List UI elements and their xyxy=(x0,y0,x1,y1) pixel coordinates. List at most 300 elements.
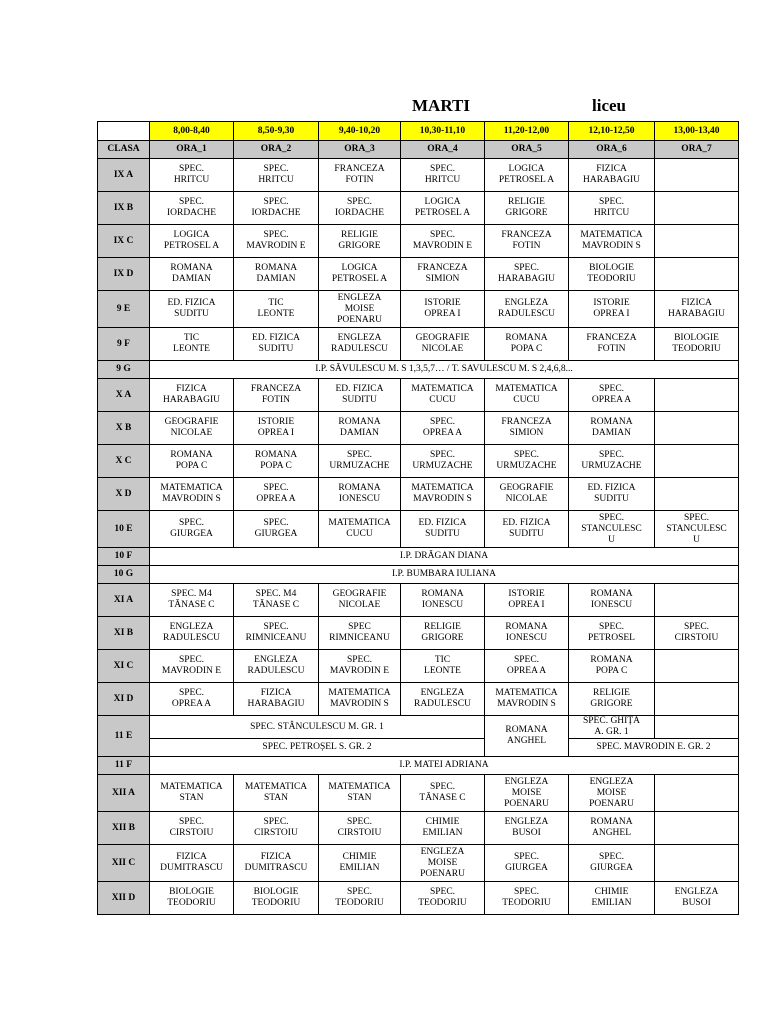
cell-line: TEODORIU xyxy=(167,898,216,908)
cell-line: SUDITU xyxy=(509,529,544,539)
cell-line: MATEMATICA xyxy=(411,483,474,493)
cell-line: SUDITU xyxy=(594,494,629,504)
lesson-cell xyxy=(485,584,569,617)
cell-line: MATEMATICA xyxy=(495,384,558,394)
lesson-cell xyxy=(655,845,739,882)
cell-line: IORDACHE xyxy=(251,208,301,218)
cell-line: LOGICA xyxy=(173,230,210,240)
cell-line: RADULESCU xyxy=(497,309,555,319)
cell-line: STANCULESC xyxy=(581,523,642,534)
cell-line: SPEC. xyxy=(346,450,373,460)
lesson-cell xyxy=(401,445,485,478)
cell-line: MATEMATICA xyxy=(580,230,643,240)
time-slot: 9,40-10,20 xyxy=(319,122,401,141)
lesson-cell xyxy=(150,882,234,915)
lesson-cell xyxy=(485,617,569,650)
cell-line: RADULESCU xyxy=(247,666,305,676)
class-row xyxy=(98,328,739,361)
cell-line: MATEMATICA xyxy=(495,688,558,698)
cell-line: HARABAGIU xyxy=(498,274,555,284)
lesson-cell xyxy=(150,291,234,328)
lesson-cell xyxy=(150,812,234,845)
cell-line: ED. FIZICA xyxy=(418,518,467,528)
cell-line: SPEC. M4 xyxy=(171,589,212,599)
lesson-cell xyxy=(569,412,655,445)
lesson-cell xyxy=(569,617,655,650)
cell-line: SPEC. xyxy=(598,384,625,394)
lesson-cell xyxy=(655,650,739,683)
class-label: 10 E xyxy=(98,511,150,548)
cell-line: CIRSTOIU xyxy=(254,828,298,838)
cell-line: OPREA I xyxy=(508,600,545,610)
cell-line: DUMITRASCU xyxy=(160,863,223,873)
lesson-cell xyxy=(319,379,401,412)
lesson-cell xyxy=(150,192,234,225)
lesson-cell xyxy=(569,812,655,845)
cell-line: ED. FIZICA xyxy=(587,483,636,493)
lesson-cell xyxy=(485,291,569,328)
cell-line: OPREA I xyxy=(424,309,461,319)
cell-line: IORDACHE xyxy=(166,208,217,218)
lesson-cell xyxy=(234,584,319,617)
cell-line: SPEC. xyxy=(513,655,540,665)
cell-line: CHIMIE xyxy=(425,817,460,827)
cell-line: ENGLEZA xyxy=(674,887,719,897)
cell-line: SPEC. xyxy=(263,518,289,528)
cell-line: HRITCU xyxy=(173,175,210,185)
lesson-cell xyxy=(401,845,485,882)
class-label: IX B xyxy=(98,192,150,225)
cell-line: GRIGORE xyxy=(505,208,548,218)
cell-line: FRANCEZA xyxy=(334,164,385,174)
lesson-cell xyxy=(569,511,655,548)
lesson-cell xyxy=(150,584,234,617)
lesson-cell xyxy=(234,291,319,328)
cell-line: ROMANA xyxy=(590,417,633,427)
cell-line: ROMANA xyxy=(590,655,633,665)
cell-line: SPEC. xyxy=(263,817,289,827)
lesson-cell xyxy=(319,584,401,617)
cell-line: PETROSEL A xyxy=(331,274,388,284)
lesson-cell xyxy=(655,478,739,511)
period-header-row xyxy=(98,141,739,159)
class-row xyxy=(98,812,739,845)
cell-line: NICOLAE xyxy=(338,600,381,610)
lesson-cell xyxy=(485,478,569,511)
lesson-cell xyxy=(569,650,655,683)
cell-line: MATEMATICA xyxy=(411,384,474,394)
class-row xyxy=(98,445,739,478)
cell-line: CIRSTOIU xyxy=(337,828,382,838)
lesson-cell xyxy=(655,328,739,361)
cell-line: ROMANA xyxy=(505,622,548,632)
lesson-cell xyxy=(401,258,485,291)
cell-line: SIMION xyxy=(425,274,460,284)
cell-line: ROMANA xyxy=(254,450,298,460)
cell-line: U xyxy=(608,534,615,545)
lesson-cell xyxy=(319,845,401,882)
cell-line: DAMIAN xyxy=(171,274,212,284)
cell-line: SPEC. xyxy=(178,197,205,207)
cell-line: NICOLAE xyxy=(421,344,464,354)
cell-line: FIZICA xyxy=(176,384,207,394)
lesson-cell xyxy=(569,328,655,361)
cell-line: TIC xyxy=(434,655,451,665)
cell-line: LEONTE xyxy=(424,666,461,676)
lesson-cell xyxy=(319,812,401,845)
cell-line: SPEC. xyxy=(263,483,289,493)
cell-line: POPA C xyxy=(260,461,292,471)
class-label: XI A xyxy=(98,584,150,617)
cell-line: RELIGIE xyxy=(341,230,378,240)
lesson-cell xyxy=(234,379,319,412)
page-title-day: MARTI xyxy=(412,96,470,115)
cell-line: STAN xyxy=(347,793,372,803)
lesson-cell xyxy=(319,478,401,511)
cell-line: POENARU xyxy=(420,868,465,879)
cell-line: OPREA A xyxy=(506,666,547,676)
cell-line: ISTORIE xyxy=(593,298,630,308)
cell-line: GRIGORE xyxy=(421,633,464,643)
cell-line: OPREA I xyxy=(257,428,295,438)
cell-line: OPREA A xyxy=(256,494,296,504)
cell-line: TIC xyxy=(183,333,200,343)
class-row xyxy=(98,650,739,683)
cell-line: BUSOI xyxy=(682,898,711,908)
period-header: ORA_5 xyxy=(485,141,569,159)
lesson-cell xyxy=(401,159,485,192)
cell-line: IONESCU xyxy=(421,600,464,610)
cell-line: TEODORIU xyxy=(502,898,551,908)
cell-line: STANCULESC xyxy=(666,523,727,534)
lesson-cell xyxy=(234,159,319,192)
lesson-cell xyxy=(234,511,319,548)
cell-line: MATEMATICA xyxy=(160,483,223,493)
class-row xyxy=(98,775,739,812)
cell-line: IONESCU xyxy=(338,494,381,504)
class-label: 11 E xyxy=(98,716,150,757)
cell-line: PETROSEL A xyxy=(414,208,471,218)
cell-line: EMILIAN xyxy=(591,898,632,908)
lesson-cell xyxy=(655,412,739,445)
lesson-cell xyxy=(655,775,739,812)
cell-line: SPEC. xyxy=(429,887,456,897)
lesson-cell xyxy=(485,159,569,192)
cell-line: IONESCU xyxy=(590,600,633,610)
lesson-cell xyxy=(150,379,234,412)
lesson-cell xyxy=(401,650,485,683)
time-slot: 13,00-13,40 xyxy=(655,122,739,141)
cell-line: A. GR. 1 xyxy=(594,727,629,737)
class-row xyxy=(98,683,739,716)
cell-line: FRANCEZA xyxy=(250,384,302,394)
lesson-cell xyxy=(569,258,655,291)
cell-line: ROMANA xyxy=(590,589,633,599)
cell-line: ROMANA xyxy=(254,263,298,273)
cell-line: SIMION xyxy=(509,428,544,438)
lesson-cell xyxy=(319,511,401,548)
cell-line: POENARU xyxy=(589,798,634,809)
cell-line: SPEC. M4 xyxy=(255,589,297,599)
cell-line: RELIGIE xyxy=(593,688,630,698)
lesson-cell xyxy=(655,379,739,412)
time-slot: 10,30-11,10 xyxy=(401,122,485,141)
class-row xyxy=(98,258,739,291)
lesson-cell xyxy=(234,845,319,882)
cell-line: TEODORIU xyxy=(672,344,721,354)
cell-line: TĂNASE C xyxy=(168,600,215,610)
cell-line: ED. FIZICA xyxy=(167,298,216,308)
lesson-cell xyxy=(569,379,655,412)
lesson-cell xyxy=(401,328,485,361)
cell-line: TĂNASE C xyxy=(419,793,466,803)
lesson-cell xyxy=(655,882,739,915)
cell-line: MATEMATICA xyxy=(328,688,391,698)
lesson-cell xyxy=(150,258,234,291)
lesson-cell xyxy=(319,192,401,225)
cell-line: LOGICA xyxy=(424,197,461,207)
lesson-cell xyxy=(401,412,485,445)
cell-line: NICOLAE xyxy=(170,428,213,438)
time-slot: 8,00-8,40 xyxy=(150,122,234,141)
cell-line: SPEC. xyxy=(429,164,456,174)
lesson-cell xyxy=(150,225,234,258)
cell-line: SPEC. xyxy=(598,622,625,632)
time-header-row xyxy=(98,122,739,141)
cell-line: BIOLOGIE xyxy=(169,887,214,897)
lesson-cell xyxy=(485,511,569,548)
class-row-sub xyxy=(98,739,739,757)
cell-line: DAMIAN xyxy=(256,274,296,284)
cell-line: CUCU xyxy=(513,395,540,405)
cell-line: GEOGRAFIE xyxy=(164,417,219,427)
lesson-cell xyxy=(319,412,401,445)
cell-line: MOISE xyxy=(511,787,542,798)
cell-line: MOISE xyxy=(427,857,458,868)
cell-line: FIZICA xyxy=(260,688,292,698)
cell-line: ROMANA xyxy=(505,333,548,343)
cell-line: CIRSTOIU xyxy=(169,828,214,838)
lesson-cell xyxy=(234,478,319,511)
lesson-cell xyxy=(401,683,485,716)
class-label: XI D xyxy=(98,683,150,716)
class-row xyxy=(98,478,739,511)
cell-line: BIOLOGIE xyxy=(674,333,719,343)
cell-line: ROMANA xyxy=(170,450,213,460)
cell-line: OPREA A xyxy=(422,428,463,438)
cell-line: URMUZACHE xyxy=(412,461,473,471)
cell-line: RADULESCU xyxy=(162,633,220,643)
lesson-cell xyxy=(569,683,655,716)
lesson-cell xyxy=(655,617,739,650)
lesson-cell xyxy=(655,159,739,192)
time-slot: 8,50-9,30 xyxy=(234,122,319,141)
class-row xyxy=(98,757,739,775)
lesson-cell xyxy=(234,445,319,478)
cell-line: MAVRODIN S xyxy=(162,494,221,504)
cell-line: STAN xyxy=(263,793,289,803)
cell-line: ENGLEZA xyxy=(254,655,298,665)
cell-line: MATEMATICA xyxy=(328,782,391,792)
lesson-cell xyxy=(319,159,401,192)
lesson-cell xyxy=(319,258,401,291)
class-label: IX D xyxy=(98,258,150,291)
cell-line: NICOLAE xyxy=(505,494,548,504)
cell-line: MATEMATICA xyxy=(160,782,223,792)
cell-line: SPEC. xyxy=(598,512,625,523)
cell-line: LOGICA xyxy=(508,164,545,174)
cell-line: FOTIN xyxy=(262,395,290,405)
cell-line: SPEC. GHIȚĂ xyxy=(582,716,640,726)
lesson-cell xyxy=(234,225,319,258)
cell-line: FIZICA xyxy=(260,852,292,862)
cell-line: MAVRODIN S xyxy=(497,699,556,709)
lesson-cell xyxy=(319,225,401,258)
cell-line: GIURGEA xyxy=(505,863,548,873)
cell-line: HARABAGIU xyxy=(583,175,640,185)
lesson-cell xyxy=(234,192,319,225)
cell-line: SPEC. xyxy=(598,197,625,207)
lesson-cell xyxy=(319,617,401,650)
cell-line: GIURGEA xyxy=(254,529,298,539)
class-row xyxy=(98,511,739,548)
class-row xyxy=(98,192,739,225)
cell-line: MATEMATICA xyxy=(328,518,391,528)
class-label: XII D xyxy=(98,882,150,915)
cell-line: RIMNICEANU xyxy=(329,633,390,643)
lesson-cell xyxy=(319,650,401,683)
cell-line: ROMANA xyxy=(338,483,381,493)
lesson-cell xyxy=(401,291,485,328)
class-label: 11 F xyxy=(98,757,150,775)
lesson-cell xyxy=(401,775,485,812)
lesson-cell xyxy=(401,478,485,511)
cell-line: ROMANA xyxy=(421,589,464,599)
cell-line: URMUZACHE xyxy=(581,461,642,471)
class-span-note: I.P. BUMBARA IULIANA xyxy=(150,566,739,584)
group-1-lesson-right xyxy=(569,716,655,739)
cell-line: GEOGRAFIE xyxy=(415,333,470,343)
lesson-cell xyxy=(569,291,655,328)
lesson-cell xyxy=(319,328,401,361)
cell-line: OPREA A xyxy=(171,699,212,709)
cell-line: DAMIAN xyxy=(339,428,380,438)
cell-line: SPEC. xyxy=(683,512,710,523)
period-header: ORA_4 xyxy=(401,141,485,159)
cell-line: SPEC xyxy=(348,622,371,632)
cell-line: RADULESCU xyxy=(413,699,471,709)
cell-line: GIURGEA xyxy=(590,863,633,873)
class-row xyxy=(98,584,739,617)
class-row xyxy=(98,617,739,650)
lesson-cell xyxy=(655,445,739,478)
cell-line: ENGLEZA xyxy=(504,776,549,787)
lesson-cell xyxy=(655,812,739,845)
class-row xyxy=(98,291,739,328)
cell-line: SPEC. xyxy=(346,817,373,827)
lesson-cell xyxy=(401,192,485,225)
lesson-cell xyxy=(485,683,569,716)
cell-line: LEONTE xyxy=(173,344,210,354)
class-label: 9 G xyxy=(98,361,150,379)
cell-line: SPEC. xyxy=(513,263,540,273)
cell-line: FIZICA xyxy=(681,298,712,308)
class-label: 10 G xyxy=(98,566,150,584)
cell-line: ENGLEZA xyxy=(420,846,465,857)
lesson-cell xyxy=(485,845,569,882)
cell-line: EMILIAN xyxy=(339,863,380,873)
cell-line: DUMITRASCU xyxy=(244,863,308,873)
clasa-header: CLASA xyxy=(98,141,150,159)
cell-line: TEODORIU xyxy=(587,274,636,284)
cell-line: CUCU xyxy=(429,395,456,405)
cell-line: URMUZACHE xyxy=(496,461,557,471)
class-row xyxy=(98,159,739,192)
lesson-cell xyxy=(485,716,569,757)
cell-line: MAVRODIN E xyxy=(246,241,306,251)
lesson-cell xyxy=(234,683,319,716)
period-header: ORA_2 xyxy=(234,141,319,159)
class-row xyxy=(98,379,739,412)
cell-line: POENARU xyxy=(504,798,549,809)
lesson-cell xyxy=(485,882,569,915)
cell-line: PETROSEL A xyxy=(498,175,555,185)
lesson-cell xyxy=(655,192,739,225)
group-2-lesson: SPEC. PETROȘEL S. GR. 2 xyxy=(150,739,485,757)
cell-line: FIZICA xyxy=(176,852,207,862)
class-span-note: I.P. MATEI ADRIANA xyxy=(150,757,739,775)
class-label: 9 E xyxy=(98,291,150,328)
cell-line: SPEC. xyxy=(263,622,289,632)
class-row xyxy=(98,882,739,915)
lesson-cell xyxy=(319,445,401,478)
cell-line: POPA C xyxy=(595,666,628,676)
empty-cell xyxy=(655,716,739,739)
lesson-cell xyxy=(234,258,319,291)
cell-line: ISTORIE xyxy=(257,417,295,427)
cell-line: ENGLEZA xyxy=(589,776,634,787)
class-label: XI B xyxy=(98,617,150,650)
cell-line: MAVRODIN S xyxy=(413,494,472,504)
cell-line: PETROSEL xyxy=(588,633,635,643)
lesson-cell xyxy=(655,225,739,258)
period-header: ORA_7 xyxy=(655,141,739,159)
cell-line: FIZICA xyxy=(596,164,627,174)
cell-line: ENGLEZA xyxy=(504,817,549,827)
lesson-cell xyxy=(150,412,234,445)
cell-line: BIOLOGIE xyxy=(589,263,634,273)
lesson-cell xyxy=(569,225,655,258)
lesson-cell xyxy=(234,812,319,845)
cell-line: FOTIN xyxy=(597,344,626,354)
cell-line: CIRSTOIU xyxy=(674,633,719,643)
group-2-lesson-right: SPEC. MAVRODIN E. GR. 2 xyxy=(569,739,739,757)
cell-line: MOISE xyxy=(344,303,375,314)
lesson-cell xyxy=(485,412,569,445)
cell-line: SPEC. xyxy=(178,688,205,698)
cell-line: SUDITU xyxy=(258,344,294,354)
lesson-cell xyxy=(150,478,234,511)
cell-line: OPREA I xyxy=(593,309,630,319)
lesson-cell xyxy=(655,258,739,291)
lesson-cell xyxy=(569,159,655,192)
cell-line: SPEC. xyxy=(178,655,205,665)
cell-line: SPEC. xyxy=(598,450,625,460)
cell-line: SUDITU xyxy=(174,309,209,319)
cell-line: DAMIAN xyxy=(591,428,632,438)
cell-line: SUDITU xyxy=(342,395,377,405)
cell-line: ROMANA xyxy=(505,725,548,735)
